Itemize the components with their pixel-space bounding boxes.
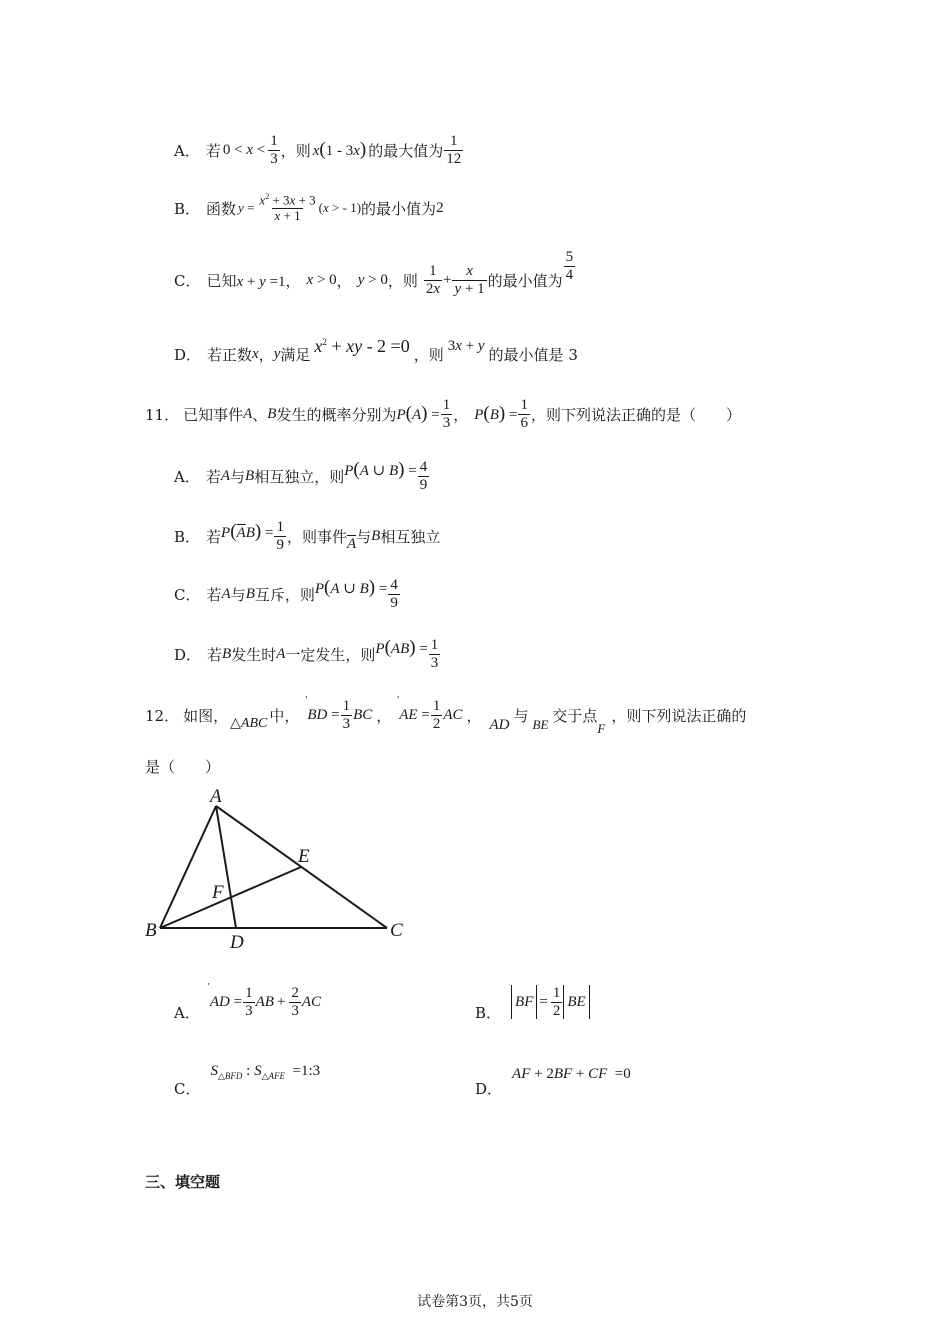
q12-option-a: A． ' AD = $\frac{1}{3}$ AB + $\frac{2}{3}$ AC [174,976,321,1028]
q12-option-c: C． $S_{\triangle BFD}$ : $S_{\triangle AFE}$ =1:3 [174,1062,321,1098]
label-c: C [390,920,403,941]
q12-option-d: D． AF + 2BF + CF =0 [475,1065,631,1098]
side-ab [160,806,216,928]
q10-option-b: B． 函数 y = $\frac{x^2 + 3x + 3}{x + 1}$ (x > - 1) 的最小值为 2 [174,192,444,223]
label-e: E [298,846,310,867]
triangle-figure [140,784,420,954]
label-b: B [145,920,157,941]
label-a: A [210,786,222,807]
section-heading-fill-in: 三、填空题 [145,1172,221,1191]
q11-option-a: A． 若 A 与 B 相互独立，则 P(A ∪ B) = $\frac{4}{9}$ [174,459,428,493]
label-f: F [212,882,224,903]
q11-option-b: B． 若 $P(\overline{A}B)$ = $\frac{1}{9}$ ，则事件 $\overline{A}$ 与 B 相互独立 [174,519,441,553]
q12-stem-continued: 是（ ） [145,757,221,776]
math-expression: x(1 - 3x) [312,139,367,160]
label-d: D [230,932,244,953]
q12-option-b: B． BF = $\frac{1}{2}$ BE [475,976,590,1028]
q12-stem: 12． 如图， △ABC 中， ' BD = $\frac{1}{3}$ BC ， ' AE = $\frac{1}{2}$ AC ， AD 与 BE 交于点 F ，则下列说法正确的 [145,692,746,738]
q10-option-c: C． 已知 x + y =1， x > 0 ， y > 0 ，则 $\frac{1}{2x}$ + $\frac{x}{y + 1}$ 的最小值为 $\frac{5}{4}$ [174,249,574,297]
q11-stem: 11． 已知事件 A 、 B 发生的概率分别为 P(A) = $\frac{1}{3}$ ， P(B) = $\frac{1}{6}$ ，则下列说法正确的是（ ） [145,397,741,431]
q11-option-c: C． 若 A 与 B 互斥，则 P(A ∪ B) = $\frac{4}{9}$ [174,577,398,611]
fraction-5-4: $\frac{5}{4}$ [565,249,574,283]
q11-option-d: D． 若 B 发生时 A 一定发生，则 P(AB) = $\frac{1}{3}$ [174,637,439,671]
fraction-function: $\frac{x^2 + 3x + 3}{x + 1}$ [259,192,316,223]
q10-option-d: D． 若正数 x ， y 满足 $x^2$ + xy - 2 =0 ，则 3x + y 的最小值是 3 [174,335,578,364]
math-inequality: 0 < x < [222,141,266,158]
segment-ad [216,806,236,928]
segment-be [160,867,301,928]
fraction-1-3: $\frac{1}{3}$ [270,133,278,167]
math-function: y = [238,200,255,215]
q10-option-a: A． 若 0 < x < $\frac{1}{3}$ ，则 x(1 - 3x) 的最大值为 $\frac{1}{12}$ [174,133,462,167]
page-footer: 试卷第3页，共5页 [417,1294,533,1310]
side-ac [216,806,387,928]
fraction-1-12: $\frac{1}{12}$ [446,133,462,167]
